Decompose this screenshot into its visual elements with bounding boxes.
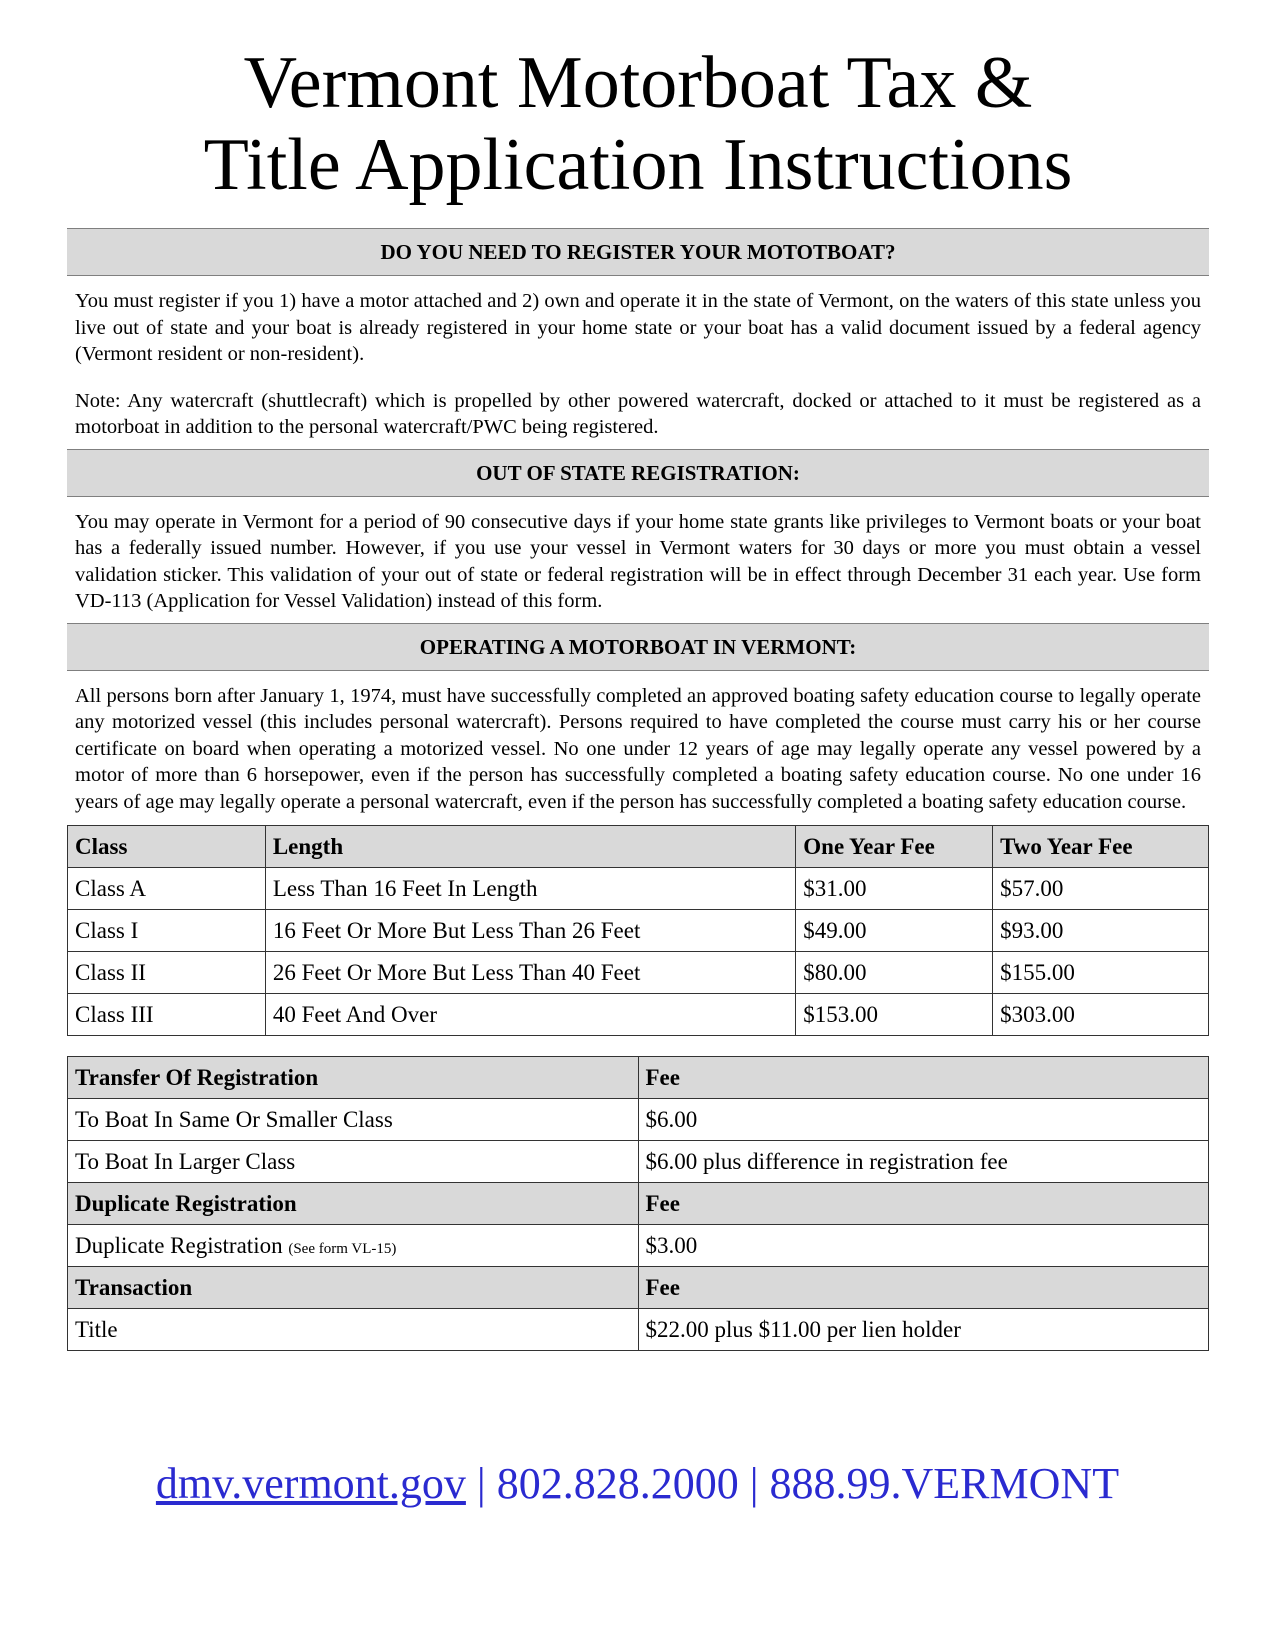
- out-of-state-paragraph: You may operate in Vermont for a period of 90 consecutive days if your home state grants like privileges to Vermont boats or your boat has a federally issued number. However, if you use your vessel in Vermont waters for 30 days or more you must obtain a vessel validation sticker. This validation of your out of state or federal registration will be in effect through December 31 each year. Use form VD-113 (Application for Vessel Validation) instead of this form.: [75, 510, 1201, 612]
- duplicate-header-label: Duplicate Registration: [68, 1183, 639, 1225]
- title-block: [67, 42, 1209, 228]
- register-note: Note: Any watercraft (shuttlecraft) which is propelled by other powered watercraft, docked or attached to it must be registered as a motorboat in addition to the personal watercraft/PWC being registered.: [75, 389, 1201, 438]
- title-line-2: Title Application Instructions: [203, 124, 1073, 206]
- footer-phone-2: 888.99.VERMONT: [769, 1459, 1120, 1508]
- length-cell: Less Than 16 Feet In Length: [265, 868, 795, 910]
- length-cell: 40 Feet And Over: [265, 994, 795, 1036]
- transaction-header-label: Transaction: [68, 1267, 639, 1309]
- footer-separator: |: [476, 1459, 486, 1508]
- duplicate-label-cell: [68, 1225, 639, 1267]
- transaction-label-cell: Title: [68, 1309, 639, 1351]
- duplicate-label: Duplicate Registration: [75, 1232, 283, 1258]
- one-year-fee-cell: $49.00: [796, 910, 993, 952]
- duplicate-header-fee: Fee: [638, 1183, 1209, 1225]
- transaction-fee-cell: $22.00 plus $11.00 per lien holder: [638, 1309, 1209, 1351]
- transfer-label-cell: To Boat In Larger Class: [68, 1141, 639, 1183]
- class-cell: Class A: [68, 868, 266, 910]
- dmv-website-link[interactable]: dmv.vermont.gov: [155, 1459, 466, 1508]
- header-class: Class: [68, 826, 266, 868]
- duplicate-form-note: (See form VL-15): [288, 1240, 397, 1257]
- length-cell: 16 Feet Or More But Less Than 26 Feet: [265, 910, 795, 952]
- register-paragraph: You must register if you 1) have a motor attached and 2) own and operate it in the state of Vermont, on the waters of this state unless you live out of state and your boat is already registered in your home state or your boat has a valid document issued by a federal agency (Vermont resident or non-resident).: [75, 290, 1201, 365]
- class-cell: Class I: [68, 910, 266, 952]
- transfer-fee-table: [67, 1056, 1209, 1351]
- transfer-header-fee: Fee: [638, 1057, 1209, 1099]
- registration-fee-table: [67, 825, 1209, 1036]
- transfer-header-label: Transfer Of Registration: [68, 1057, 639, 1099]
- one-year-fee-cell: $80.00: [796, 952, 993, 994]
- document-page: [67, 0, 1209, 1351]
- table-row: [68, 1225, 1209, 1267]
- table-row: [68, 1141, 1209, 1183]
- table-row: [68, 952, 1209, 994]
- table-row: [68, 1309, 1209, 1351]
- header-one-year-fee: One Year Fee: [796, 826, 993, 868]
- class-cell: Class II: [68, 952, 266, 994]
- footer-contact: [0, 1458, 1275, 1509]
- register-heading: DO YOU NEED TO REGISTER YOUR MOTOTBOAT?: [67, 228, 1209, 276]
- title-line-1: Vermont Motorboat Tax &: [243, 42, 1033, 124]
- two-year-fee-cell: $155.00: [993, 952, 1209, 994]
- class-cell: Class III: [68, 994, 266, 1036]
- operating-heading: OPERATING A MOTORBOAT IN VERMONT:: [67, 623, 1209, 671]
- header-length: Length: [265, 826, 795, 868]
- operating-paragraph: All persons born after January 1, 1974, must have successfully completed an approved boating safety education course to legally operate any motorized vessel (this includes personal watercraft). Persons required to have completed the course must carry his or her course certificate on board when operating a motorized vessel. No one under 12 years of age may legally operate any vessel powered by a motor of more than 6 horsepower, even if the person has successfully completed a boating safety education course. No one under 16 years of age may legally operate a personal watercraft, even if the person has successfully completed a boating safety education course.: [75, 684, 1201, 813]
- header-two-year-fee: Two Year Fee: [993, 826, 1209, 868]
- transfer-label-cell: To Boat In Same Or Smaller Class: [68, 1099, 639, 1141]
- duplicate-fee-cell: $3.00: [638, 1225, 1209, 1267]
- one-year-fee-cell: $31.00: [796, 868, 993, 910]
- table-row: [68, 910, 1209, 952]
- footer-phone-1: 802.828.2000: [496, 1459, 739, 1508]
- length-cell: 26 Feet Or More But Less Than 40 Feet: [265, 952, 795, 994]
- two-year-fee-cell: $93.00: [993, 910, 1209, 952]
- transfer-fee-cell: $6.00 plus difference in registration fee: [638, 1141, 1209, 1183]
- transfer-fee-cell: $6.00: [638, 1099, 1209, 1141]
- table-row: [68, 994, 1209, 1036]
- footer-separator: |: [749, 1459, 759, 1508]
- two-year-fee-cell: $57.00: [993, 868, 1209, 910]
- out-of-state-heading: OUT OF STATE REGISTRATION:: [67, 449, 1209, 497]
- transfer-header-row: [68, 1057, 1209, 1099]
- one-year-fee-cell: $153.00: [796, 994, 993, 1036]
- transaction-header-fee: Fee: [638, 1267, 1209, 1309]
- page-title: [67, 42, 1209, 206]
- table-row: [68, 868, 1209, 910]
- duplicate-header-row: [68, 1183, 1209, 1225]
- table-header-row: [68, 826, 1209, 868]
- two-year-fee-cell: $303.00: [993, 994, 1209, 1036]
- transaction-header-row: [68, 1267, 1209, 1309]
- table-row: [68, 1099, 1209, 1141]
